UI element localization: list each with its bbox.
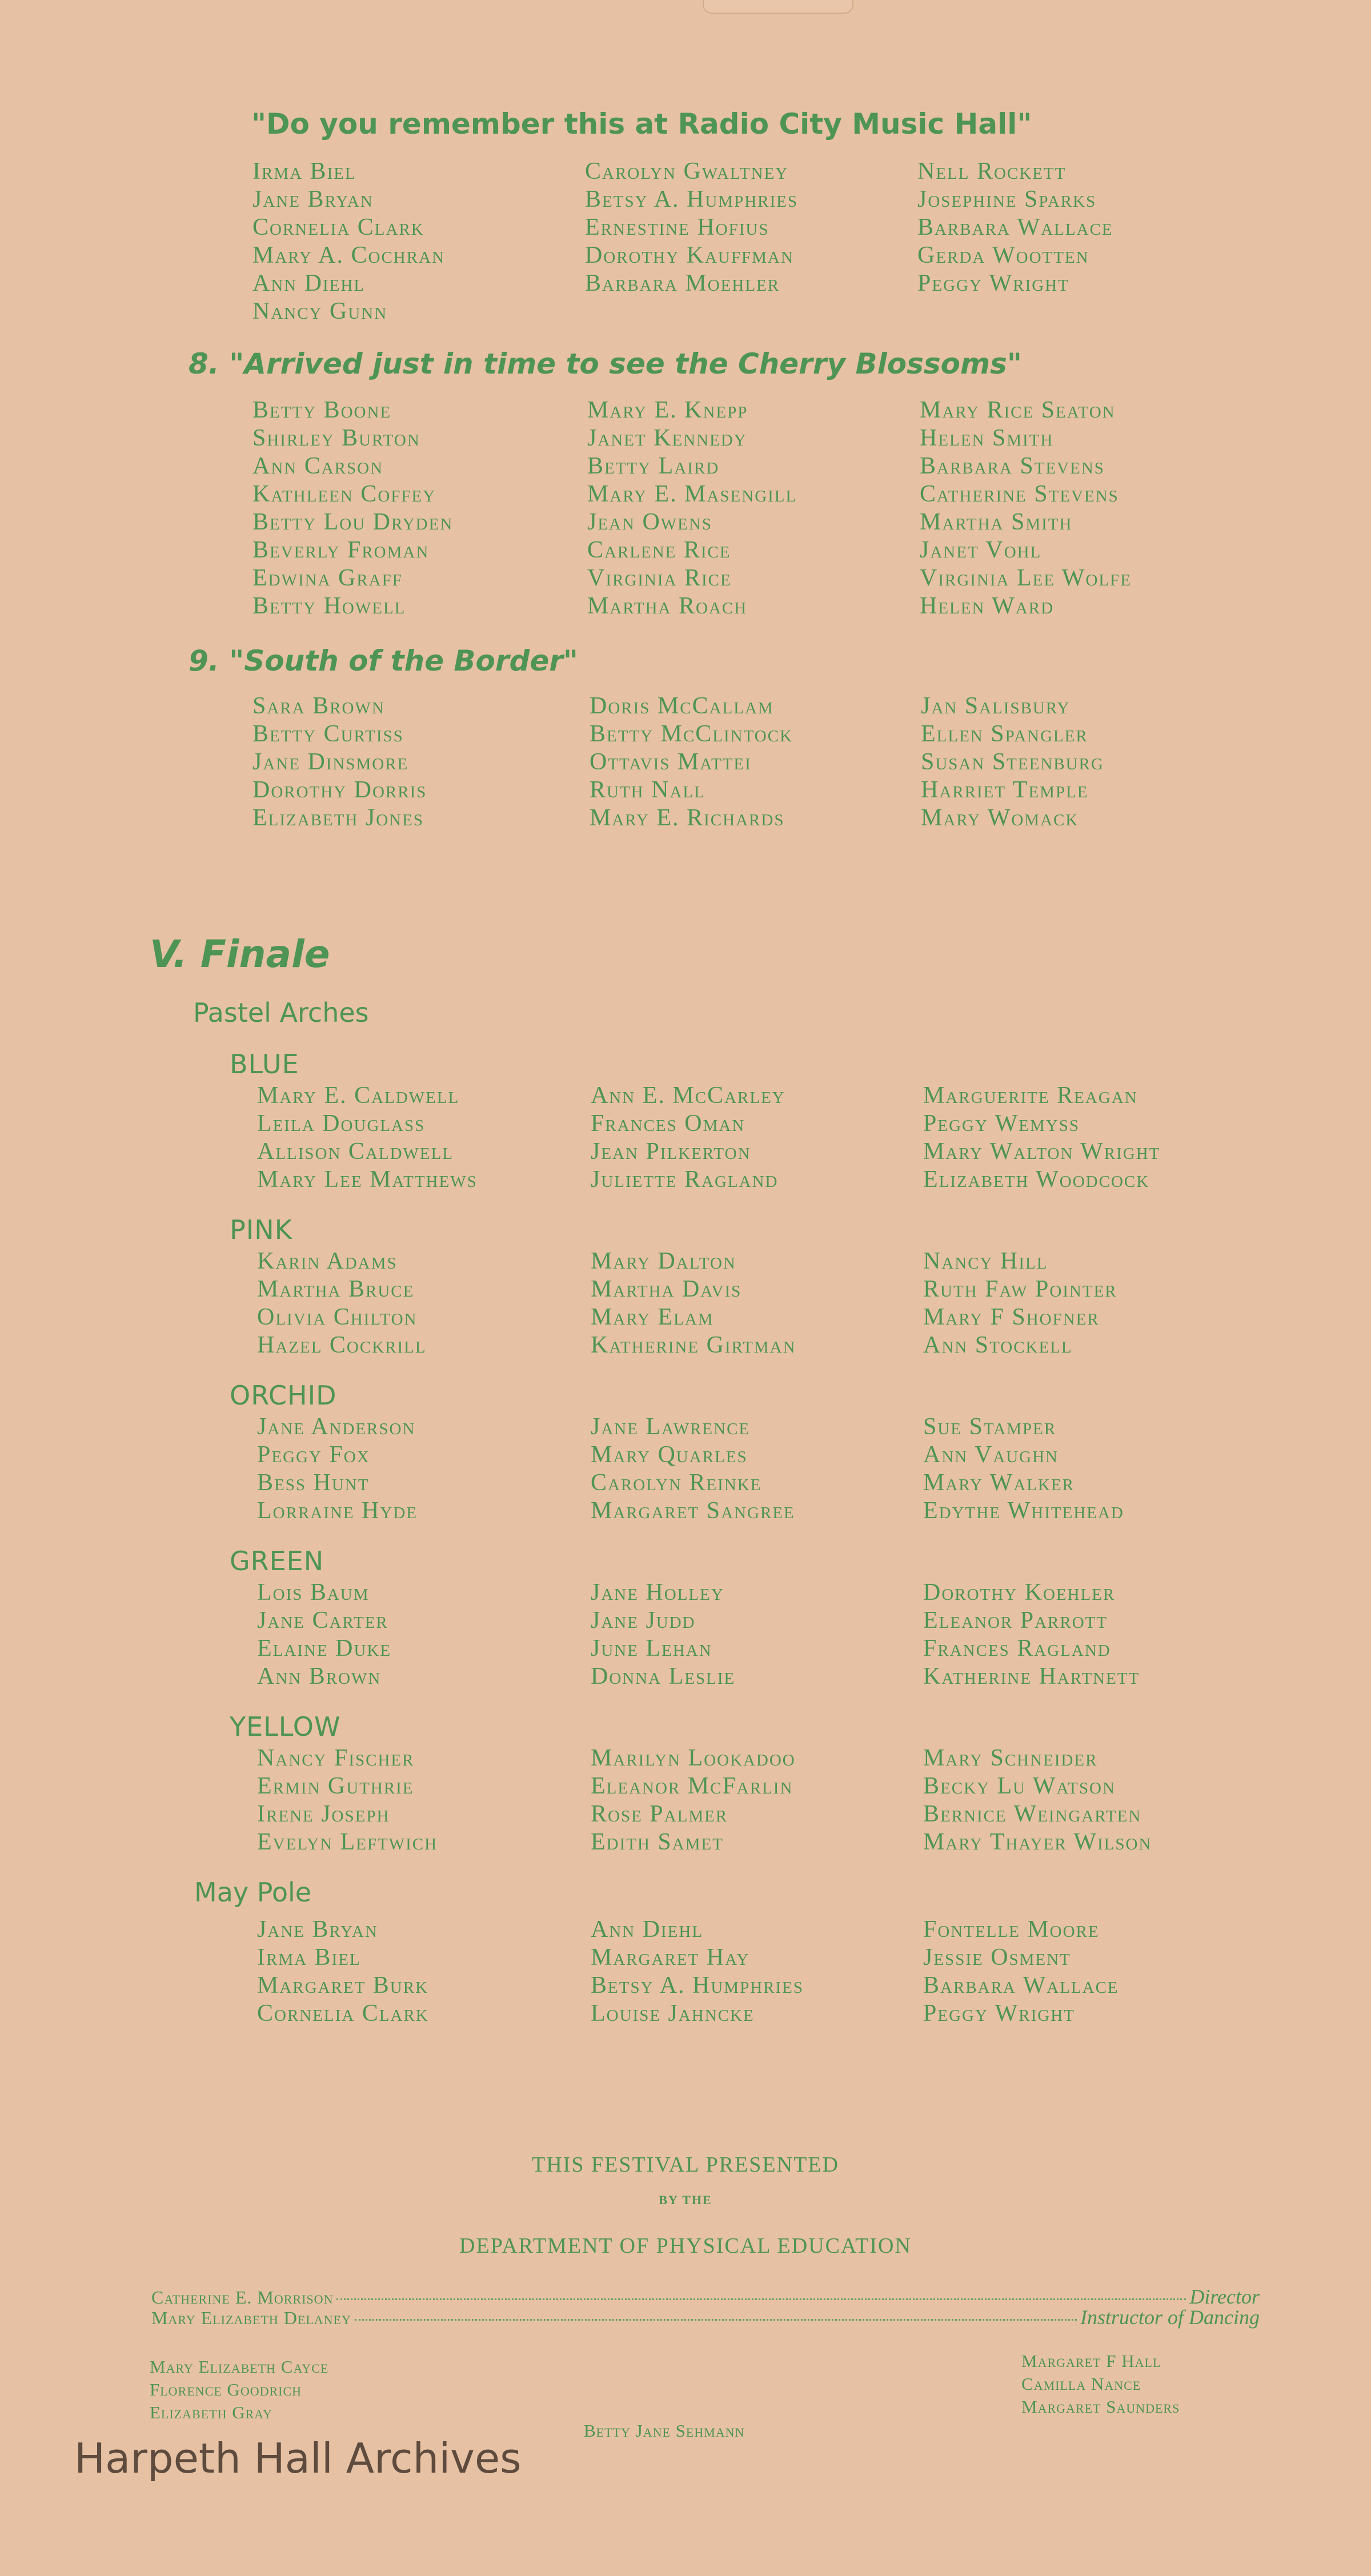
participant-name: Edwina Graff — [252, 565, 403, 591]
participant-name: Susan Steenburg — [921, 749, 1104, 775]
participant-name: Marilyn Lookadoo — [591, 1745, 796, 1771]
participant-name: Mary E. Caldwell — [257, 1082, 460, 1109]
participant-name: Elaine Duke — [257, 1635, 392, 1662]
participant-name: Ruth Nall — [590, 777, 705, 803]
name-column — [257, 1916, 429, 2028]
participant-name: Jane Anderson — [257, 1414, 416, 1440]
participant-name: Betty Boone — [252, 397, 392, 423]
assistant-name: Mary Elizabeth Cayce — [150, 2357, 329, 2377]
participant-name: Jane Lawrence — [591, 1414, 751, 1440]
participant-name: Carlene Rice — [587, 537, 731, 563]
participant-name: Jane Bryan — [257, 1916, 378, 1943]
participant-name: Catherine Stevens — [920, 481, 1119, 507]
name-column — [590, 692, 793, 832]
participant-name: Eleanor Parrott — [923, 1607, 1108, 1634]
name-column — [923, 1744, 1152, 1856]
assistant-name: Elizabeth Gray — [150, 2402, 273, 2422]
participant-name: Betsy A. Humphries — [585, 186, 799, 212]
participant-name: Ellen Spangler — [921, 721, 1088, 747]
participant-name: Mary A. Cochran — [252, 242, 445, 268]
participant-name: Betty Howell — [252, 593, 406, 619]
green-group-label: GREEN — [230, 1546, 324, 1576]
participant-name: Sara Brown — [252, 693, 385, 719]
participant-name: Becky Lu Watson — [923, 1773, 1116, 1799]
participant-name: Ruth Faw Pointer — [923, 1276, 1117, 1302]
participant-name: Nancy Fischer — [257, 1745, 415, 1771]
participant-name: Bess Hunt — [257, 1470, 370, 1496]
participant-name: Barbara Stevens — [920, 453, 1105, 479]
participant-name: Frances Oman — [591, 1110, 745, 1137]
assistants-right — [1021, 2350, 1180, 2418]
blue-group-label: BLUE — [230, 1049, 299, 1080]
participant-name: Allison Caldwell — [257, 1138, 454, 1165]
department-line: DEPARTMENT OF PHYSICAL EDUCATION — [459, 2234, 912, 2258]
participant-name: Barbara Wallace — [923, 1972, 1119, 1999]
participant-name: Helen Smith — [920, 425, 1054, 451]
name-column — [591, 1916, 804, 2028]
participant-name: Mary Schneider — [923, 1745, 1098, 1771]
assistant-center: Betty Jane Sehmann — [584, 2421, 745, 2441]
instructor-name: Mary Elizabeth Delaney — [151, 2308, 351, 2328]
director-role: Director — [1189, 2285, 1260, 2308]
participant-name: Ann Carson — [252, 453, 384, 479]
participant-name: Nell Rockett — [917, 158, 1067, 184]
name-column — [921, 692, 1104, 832]
assistant-name: Florence Goodrich — [150, 2380, 302, 2400]
cherry-blossoms-heading: 8. "Arrived just in time to see the Cherry Blossoms" — [189, 347, 1022, 380]
name-column — [252, 158, 445, 326]
participant-name: Jessie Osment — [923, 1944, 1071, 1971]
participant-name: Dorothy Kauffman — [585, 242, 794, 268]
participant-name: Mary Womack — [921, 805, 1079, 831]
participant-name: Jan Salisbury — [921, 693, 1071, 719]
participant-name: Betty Laird — [587, 453, 720, 479]
participant-name: Gerda Wootten — [917, 242, 1089, 268]
participant-name: Carolyn Gwaltney — [585, 158, 789, 184]
participant-name: Mary Quarles — [591, 1442, 748, 1468]
name-column — [257, 1579, 391, 1691]
participant-name: Katherine Girtman — [591, 1332, 796, 1358]
participant-name: Betty Curtiss — [252, 721, 404, 747]
participant-name: Helen Ward — [920, 593, 1055, 619]
name-column — [257, 1413, 418, 1525]
name-column — [257, 1082, 478, 1194]
participant-name: Janet Kennedy — [587, 425, 747, 451]
finale-heading: V. Finale — [150, 932, 330, 976]
participant-name: Eleanor McFarlin — [591, 1773, 793, 1799]
participant-name: Virginia Lee Wolfe — [920, 565, 1132, 591]
name-column — [591, 1413, 795, 1525]
participant-name: Mary E. Knepp — [587, 397, 748, 423]
participant-name: Barbara Wallace — [917, 214, 1113, 240]
participant-name: Juliette Ragland — [591, 1166, 779, 1193]
pink-group-label: PINK — [230, 1214, 292, 1245]
participant-name: Cornelia Clark — [252, 214, 424, 240]
participant-name: Nancy Gunn — [252, 298, 388, 324]
participant-name: Nancy Hill — [923, 1248, 1048, 1274]
participant-name: Ottavis Mattei — [590, 749, 752, 775]
participant-name: Ann E. McCarley — [591, 1082, 785, 1109]
assistant-name: Margaret F Hall — [1021, 2351, 1161, 2371]
may-pole-heading: May Pole — [194, 1877, 312, 1908]
name-column — [923, 1579, 1140, 1691]
name-column — [585, 158, 798, 298]
participant-name: Betty Lou Dryden — [252, 509, 454, 535]
instructor-role: Instructor of Dancing — [1080, 2306, 1260, 2329]
participant-name: Betsy A. Humphries — [591, 1972, 804, 1999]
participant-name: Martha Smith — [920, 509, 1073, 535]
participant-name: Mary Walton Wright — [923, 1138, 1161, 1165]
participant-name: Jane Holley — [591, 1579, 724, 1606]
participant-name: Edith Samet — [591, 1829, 724, 1855]
participant-name: Kathleen Coffey — [252, 481, 436, 507]
participant-name: Doris McCallam — [590, 693, 774, 719]
participant-name: Betty McClintock — [590, 721, 793, 747]
participant-name: Beverly Froman — [252, 537, 430, 563]
participant-name: Ann Brown — [257, 1663, 382, 1690]
name-column — [920, 396, 1132, 620]
participant-name: Martha Davis — [591, 1276, 742, 1302]
archive-watermark: Harpeth Hall Archives — [74, 2434, 522, 2482]
participant-name: Edythe Whitehead — [923, 1498, 1124, 1524]
participant-name: Elizabeth Woodcock — [923, 1166, 1150, 1193]
participant-name: Frances Ragland — [923, 1635, 1111, 1662]
participant-name: Margaret Sangree — [591, 1498, 795, 1524]
name-column — [923, 1247, 1117, 1359]
participant-name: Irma Biel — [257, 1944, 361, 1971]
participant-name: Jean Owens — [587, 509, 712, 535]
participant-name: Peggy Wright — [923, 2000, 1075, 2027]
radio-city-heading: "Do you remember this at Radio City Music Hall" — [251, 107, 1032, 141]
participant-name: Leila Douglass — [257, 1110, 426, 1137]
participant-name: Irene Joseph — [257, 1801, 390, 1827]
participant-name: Mary Thayer Wilson — [923, 1829, 1152, 1855]
participant-name: Peggy Fox — [257, 1442, 370, 1468]
participant-name: Karin Adams — [257, 1248, 398, 1274]
participant-name: Irma Biel — [252, 158, 356, 184]
presented-line: THIS FESTIVAL PRESENTED — [532, 2153, 839, 2177]
participant-name: Lorraine Hyde — [257, 1498, 418, 1524]
participant-name: Ann Diehl — [591, 1916, 704, 1943]
participant-name: Ann Stockell — [923, 1332, 1073, 1358]
staff-dance-instructor-row — [151, 2305, 1260, 2329]
participant-name: Evelyn Leftwich — [257, 1829, 438, 1855]
participant-name: Mary E. Richards — [590, 805, 785, 831]
participant-name: Martha Bruce — [257, 1276, 415, 1302]
participant-name: Martha Roach — [587, 593, 748, 619]
name-column — [257, 1247, 427, 1359]
participant-name: Virginia Rice — [587, 565, 732, 591]
participant-name: Mary Lee Matthews — [257, 1166, 478, 1193]
participant-name: Margaret Hay — [591, 1944, 750, 1971]
south-border-heading: 9. "South of the Border" — [189, 644, 578, 677]
name-column — [257, 1744, 438, 1856]
participant-name: Jane Carter — [257, 1607, 388, 1634]
participant-name: Mary Dalton — [591, 1248, 736, 1274]
name-column — [923, 1413, 1124, 1525]
participant-name: Louise Jahncke — [591, 2000, 755, 2027]
name-column — [252, 692, 427, 832]
participant-name: Mary F Shofner — [923, 1304, 1100, 1330]
yellow-group-label: YELLOW — [230, 1711, 341, 1742]
name-column — [591, 1082, 785, 1194]
participant-name: Hazel Cockrill — [257, 1332, 427, 1358]
participant-name: Donna Leslie — [591, 1663, 736, 1690]
name-column — [923, 1916, 1119, 2028]
name-column — [591, 1744, 796, 1856]
participant-name: Mary Elam — [591, 1304, 714, 1330]
participant-name: Ann Diehl — [252, 270, 366, 296]
name-column — [252, 396, 453, 620]
participant-name: Carolyn Reinke — [591, 1470, 762, 1496]
participant-name: Mary Walker — [923, 1470, 1075, 1496]
participant-name: Dorothy Koehler — [923, 1579, 1116, 1606]
leader-dots — [336, 2298, 1186, 2300]
assistants-left — [150, 2356, 328, 2424]
participant-name: Olivia Chilton — [257, 1304, 418, 1330]
participant-name: Lois Baum — [257, 1579, 370, 1606]
participant-name: Ermin Guthrie — [257, 1773, 414, 1799]
participant-name: Elizabeth Jones — [252, 805, 424, 831]
participant-name: Peggy Wright — [917, 270, 1069, 296]
participant-name: Barbara Moehler — [585, 270, 780, 296]
pastel-arches-heading: Pastel Arches — [193, 997, 369, 1028]
participant-name: Mary E. Masengill — [587, 481, 797, 507]
name-column — [923, 1082, 1160, 1194]
participant-name: Sue Stamper — [923, 1414, 1057, 1440]
participant-name: Cornelia Clark — [257, 2000, 429, 2027]
participant-name: Katherine Hartnett — [923, 1663, 1140, 1690]
participant-name: Ann Vaughn — [923, 1442, 1059, 1468]
participant-name: June Lehan — [591, 1635, 712, 1662]
participant-name: Jean Pilkerton — [591, 1138, 751, 1165]
participant-name: Janet Vohl — [920, 537, 1042, 563]
participant-name: Margaret Burk — [257, 1972, 429, 1999]
by-the-line: BY THE — [659, 2193, 712, 2207]
participant-name: Shirley Burton — [252, 425, 420, 451]
participant-name: Josephine Sparks — [917, 186, 1097, 212]
participant-name: Ernestine Hofius — [585, 214, 769, 240]
participant-name: Marguerite Reagan — [923, 1082, 1138, 1109]
name-column — [591, 1579, 735, 1691]
assistant-name: Margaret Saunders — [1021, 2397, 1180, 2417]
assistant-name: Camilla Nance — [1021, 2374, 1141, 2394]
participant-name: Fontelle Moore — [923, 1916, 1100, 1943]
participant-name: Jane Dinsmore — [252, 749, 409, 775]
orchid-group-label: ORCHID — [230, 1380, 337, 1411]
participant-name: Rose Palmer — [591, 1801, 728, 1827]
participant-name: Peggy Wemyss — [923, 1110, 1080, 1137]
participant-name: Harriet Temple — [921, 777, 1089, 803]
participant-name: Jane Judd — [591, 1607, 696, 1634]
director-name: Catherine E. Morrison — [151, 2287, 334, 2308]
participant-name: Bernice Weingarten — [923, 1801, 1142, 1827]
name-column — [917, 158, 1113, 298]
paper-fold-tab — [703, 0, 853, 14]
participant-name: Jane Bryan — [252, 186, 374, 212]
name-column — [591, 1247, 796, 1359]
participant-name: Dorothy Dorris — [252, 777, 427, 803]
participant-name: Mary Rice Seaton — [920, 397, 1116, 423]
name-column — [587, 396, 797, 620]
leader-dots — [355, 2319, 1077, 2321]
